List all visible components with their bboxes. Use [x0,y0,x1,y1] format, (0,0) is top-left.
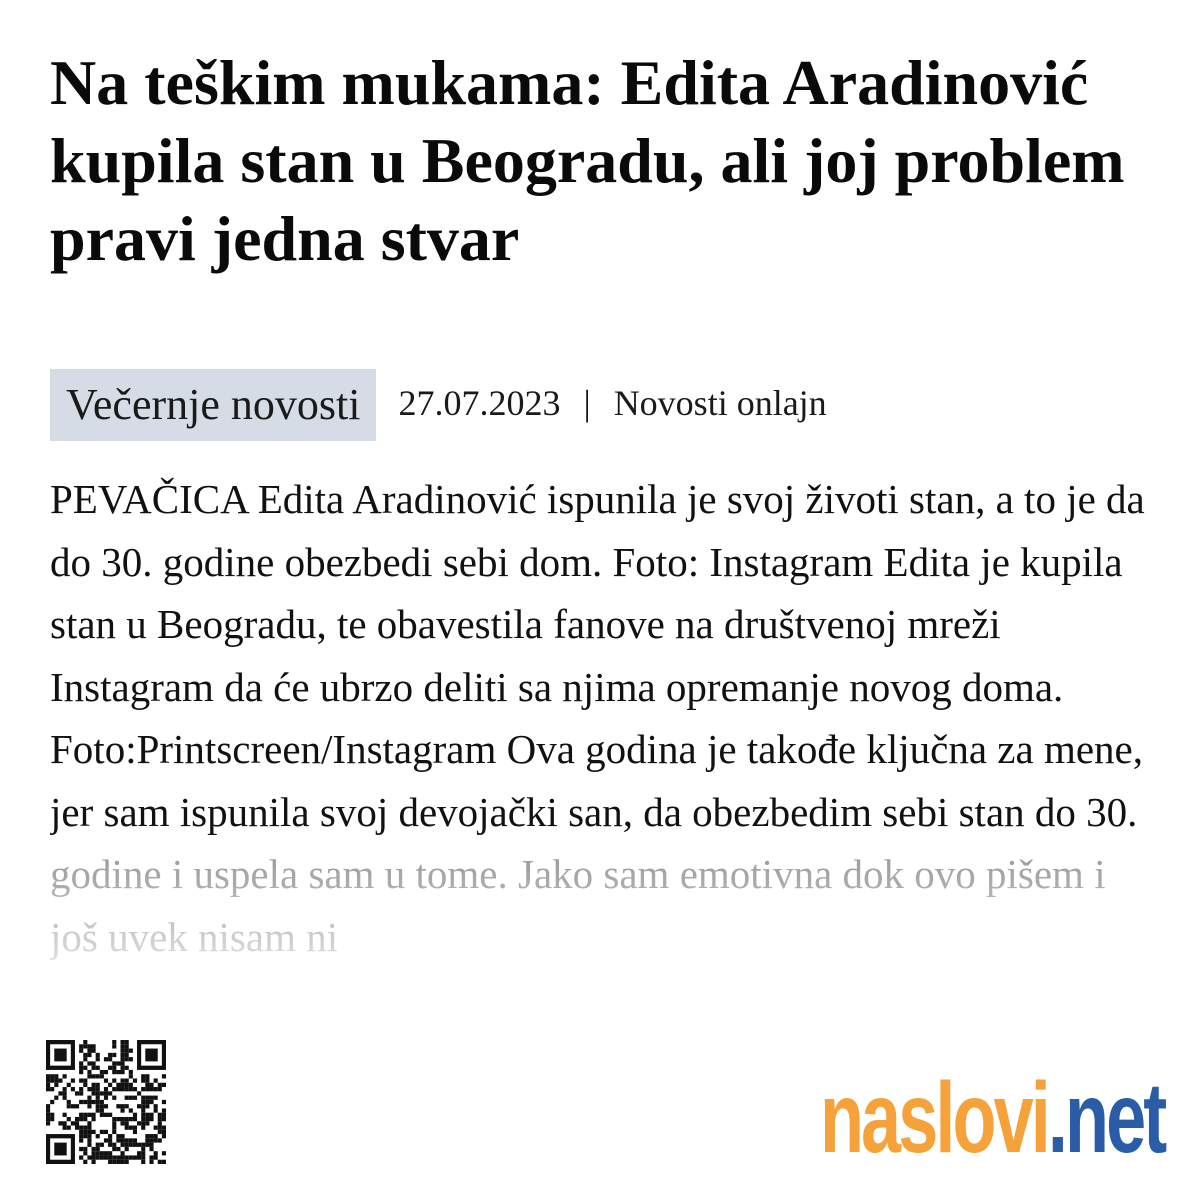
meta-info [398,369,826,437]
article-title: Na teškim mukama: Edita Aradinović kupila stan u Beogradu, ali joj problem pravi jedna stvar [50,47,1125,274]
text-fade-overlay [50,843,1160,1018]
qr-code-graphic [46,1040,166,1164]
article-body-text: PEVAČICA Edita Aradinović ispunila je svoj životi stan, a to je da do 30. godine obezbedi sebi dom. Foto: Instagram Edita je kupila stan u Beogradu, te obavestila fanove na društvenoj mreži Instagram da će ubrzo deliti sa njima opremanje novog doma. Foto:Printscreen/Instagram Ova godina je takođe ključna za mene, jer sam ispunila svoj devojački san, da obezbedim sebi stan do 30. [50,476,1145,835]
naslovi-net-logo[interactable] [819,1062,1164,1174]
article-meta [50,369,827,441]
publish-date: 27.07.2023 [398,383,561,423]
source-badge[interactable]: Večernje novosti [50,369,376,441]
article-body [50,468,1160,1018]
qr-code-icon[interactable] [46,1040,166,1164]
logo-part-net: .net [1047,1062,1164,1174]
logo-part-naslovi: naslovi [819,1062,1048,1174]
meta-separator: | [583,383,591,423]
author-name: Novosti onlajn [613,383,827,423]
